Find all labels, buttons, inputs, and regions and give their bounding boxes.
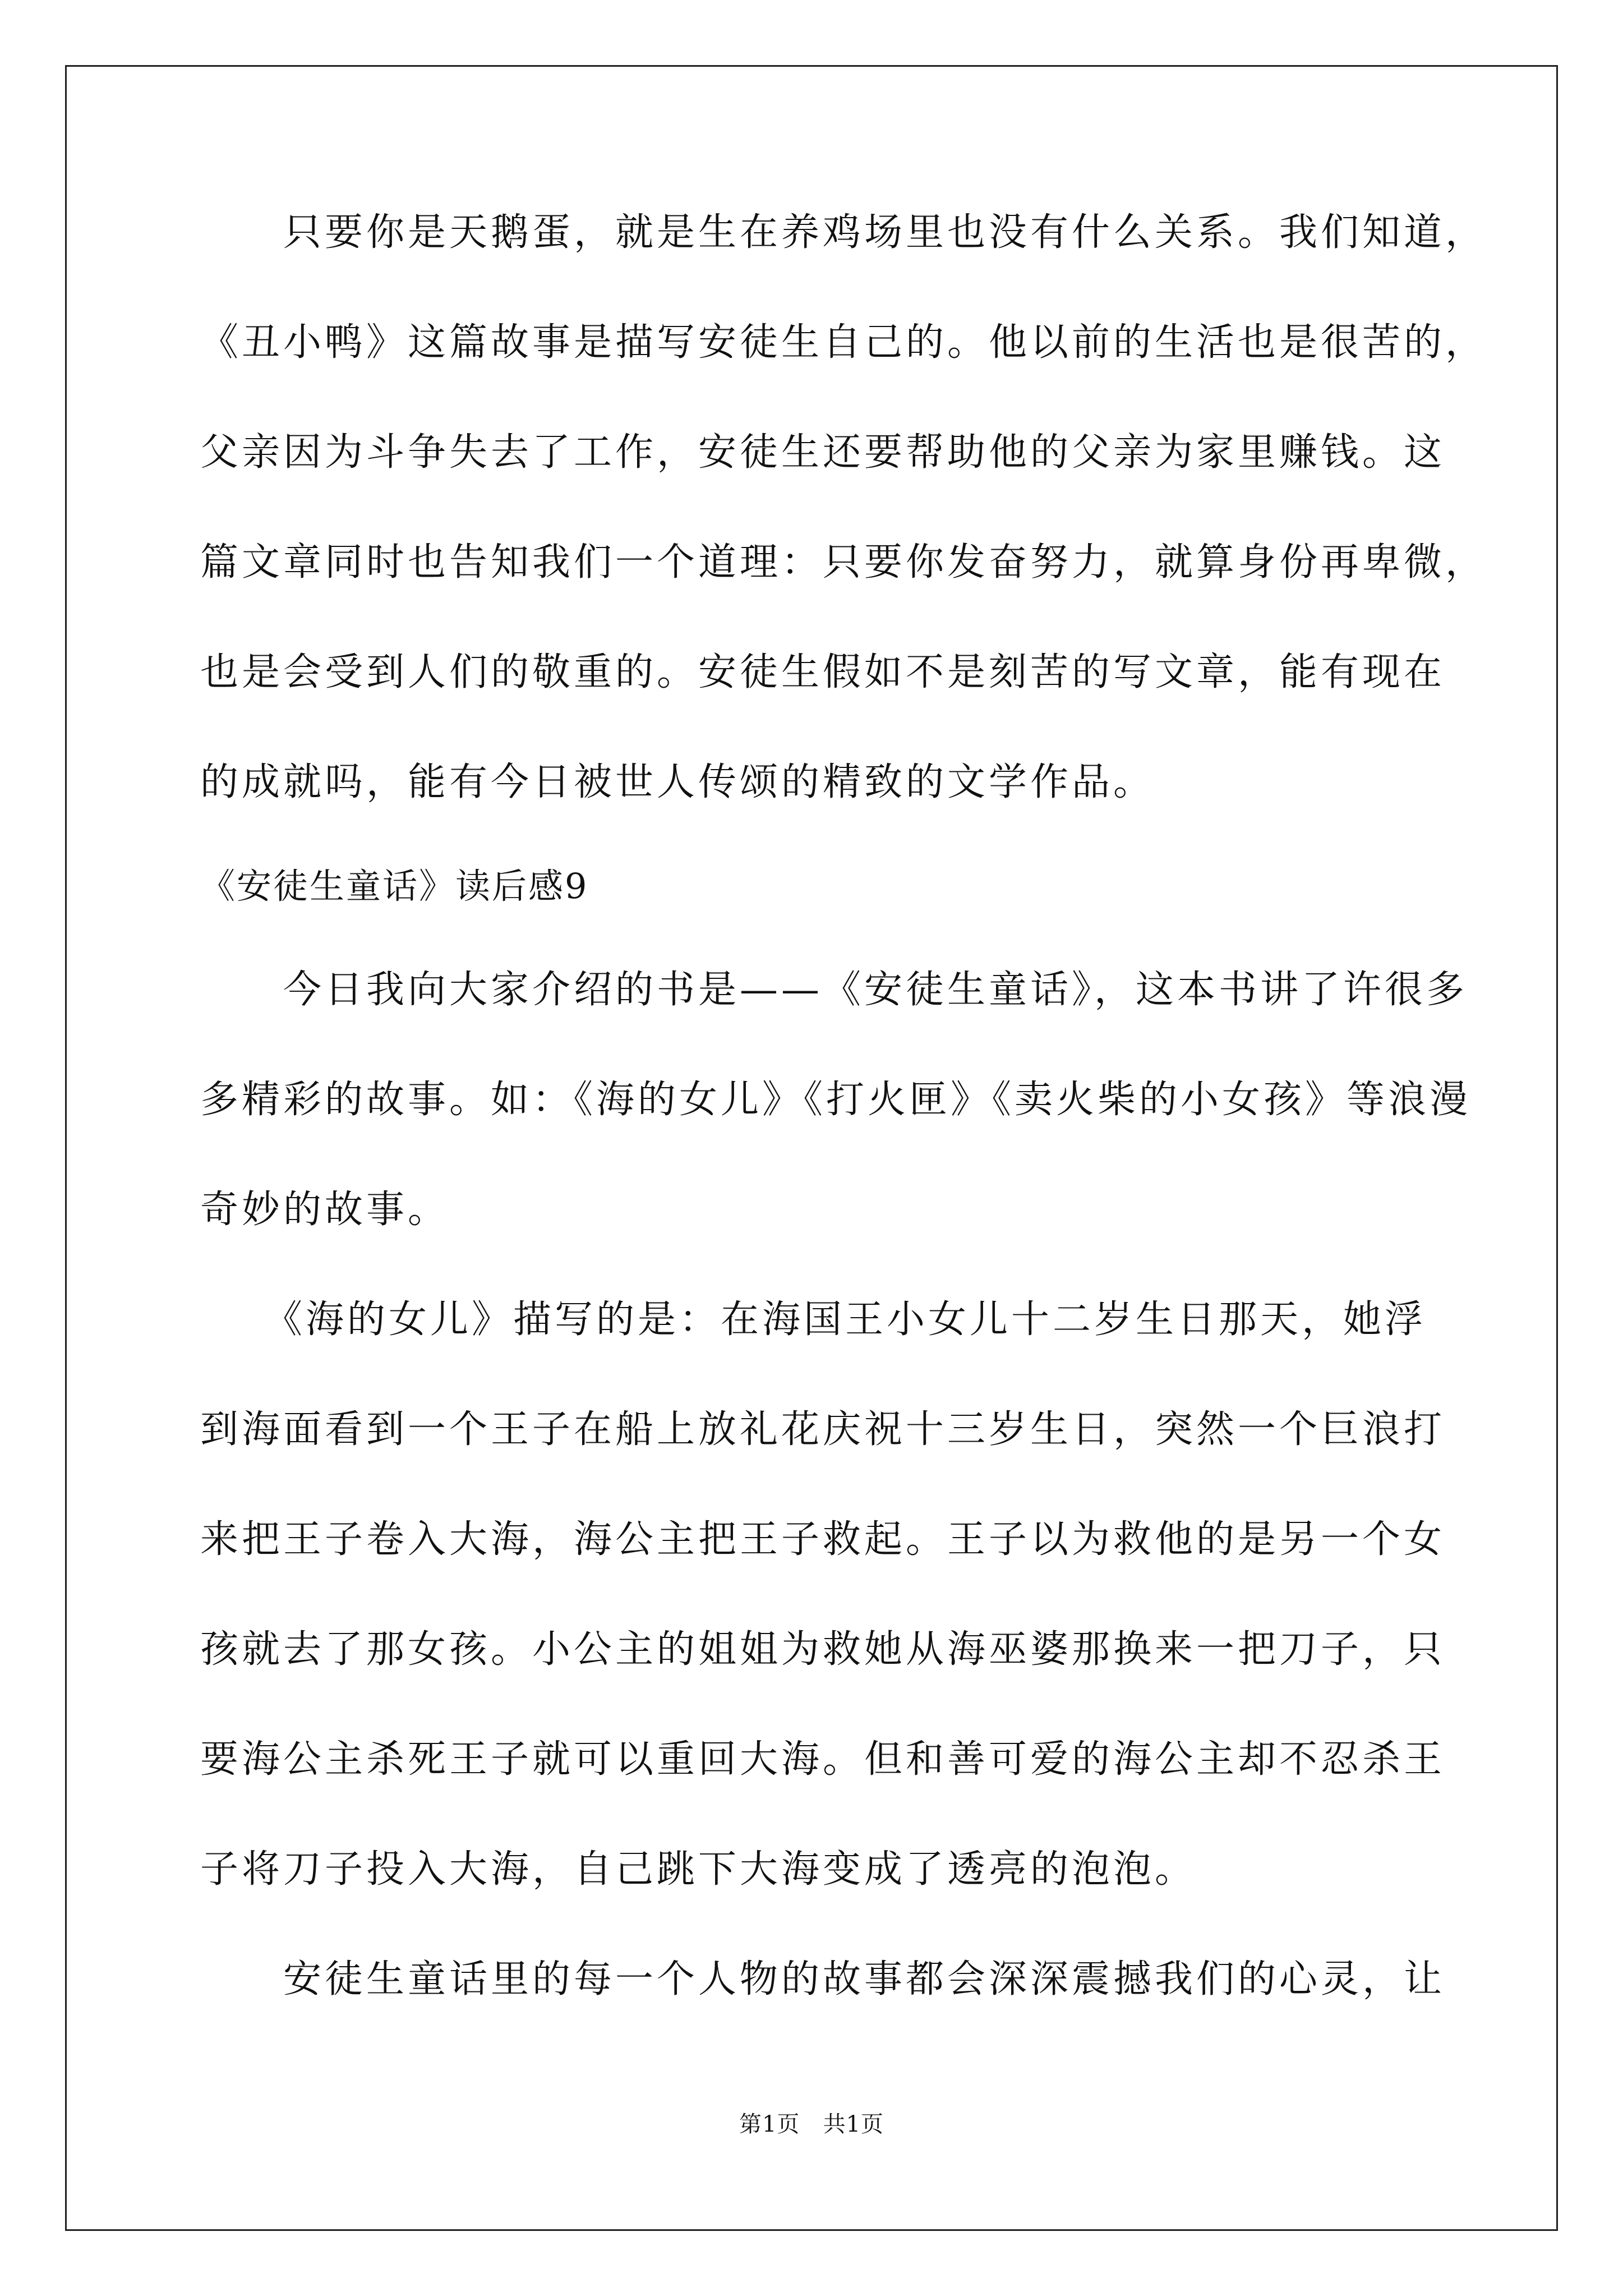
section-heading: 《安徒生童话》读后感9 <box>200 866 589 907</box>
paragraph-line: 多精彩的故事。如：《海的女儿》《打火匣》《卖火柴的小女孩》等浪漫 <box>200 1078 1472 1122</box>
page-border <box>65 65 1558 2231</box>
paragraph-line: 《丑小鸭》这篇故事是描写安徒生自己的。他以前的生活也是很苦的， <box>200 320 1487 365</box>
paragraph-line: 父亲因为斗争失去了工作，安徒生还要帮助他的父亲为家里赚钱。这 <box>200 430 1446 475</box>
paragraph-line: 《海的女儿》描写的是：在海国王小女儿十二岁生日那天，她浮 <box>200 1297 1427 1342</box>
paragraph-line: 孩就去了那女孩。小公主的姐姐为救她从海巫婆那换来一把刀子，只 <box>200 1627 1446 1672</box>
paragraph-line: 来把王子卷入大海，海公主把王子救起。王子以为救他的是另一个女 <box>200 1517 1446 1562</box>
page-total: 共1页 <box>823 2111 884 2137</box>
paragraph-line: 篇文章同时也告知我们一个道理：只要你发奋努力，就算身份再卑微， <box>200 540 1487 585</box>
paragraph-line: 也是会受到人们的敬重的。安徒生假如不是刻苦的写文章，能有现在 <box>200 650 1446 694</box>
paragraph-line: 的成就吗，能有今日被世人传颂的精致的文学作品。 <box>200 760 1155 804</box>
paragraph-line: 要海公主杀死王子就可以重回大海。但和善可爱的海公主却不忍杀王 <box>200 1737 1446 1782</box>
paragraph-line: 安徒生童话里的每一个人物的故事都会深深震撼我们的心灵，让 <box>200 1957 1446 2001</box>
paragraph-line: 到海面看到一个王子在船上放礼花庆祝十三岁生日，突然一个巨浪打 <box>200 1407 1446 1452</box>
paragraph-line: 今日我向大家介绍的书是——《安徒生童话》，这本书讲了许很多 <box>200 968 1468 1012</box>
paragraph-line: 奇妙的故事。 <box>200 1188 450 1232</box>
paragraph-line: 子将刀子投入大海，自己跳下大海变成了透亮的泡泡。 <box>200 1847 1197 1892</box>
paragraph-line: 只要你是天鹅蛋，就是生在养鸡场里也没有什么关系。我们知道， <box>200 210 1487 255</box>
page-footer <box>0 2110 1623 2138</box>
page-number: 第1页 <box>739 2111 800 2137</box>
